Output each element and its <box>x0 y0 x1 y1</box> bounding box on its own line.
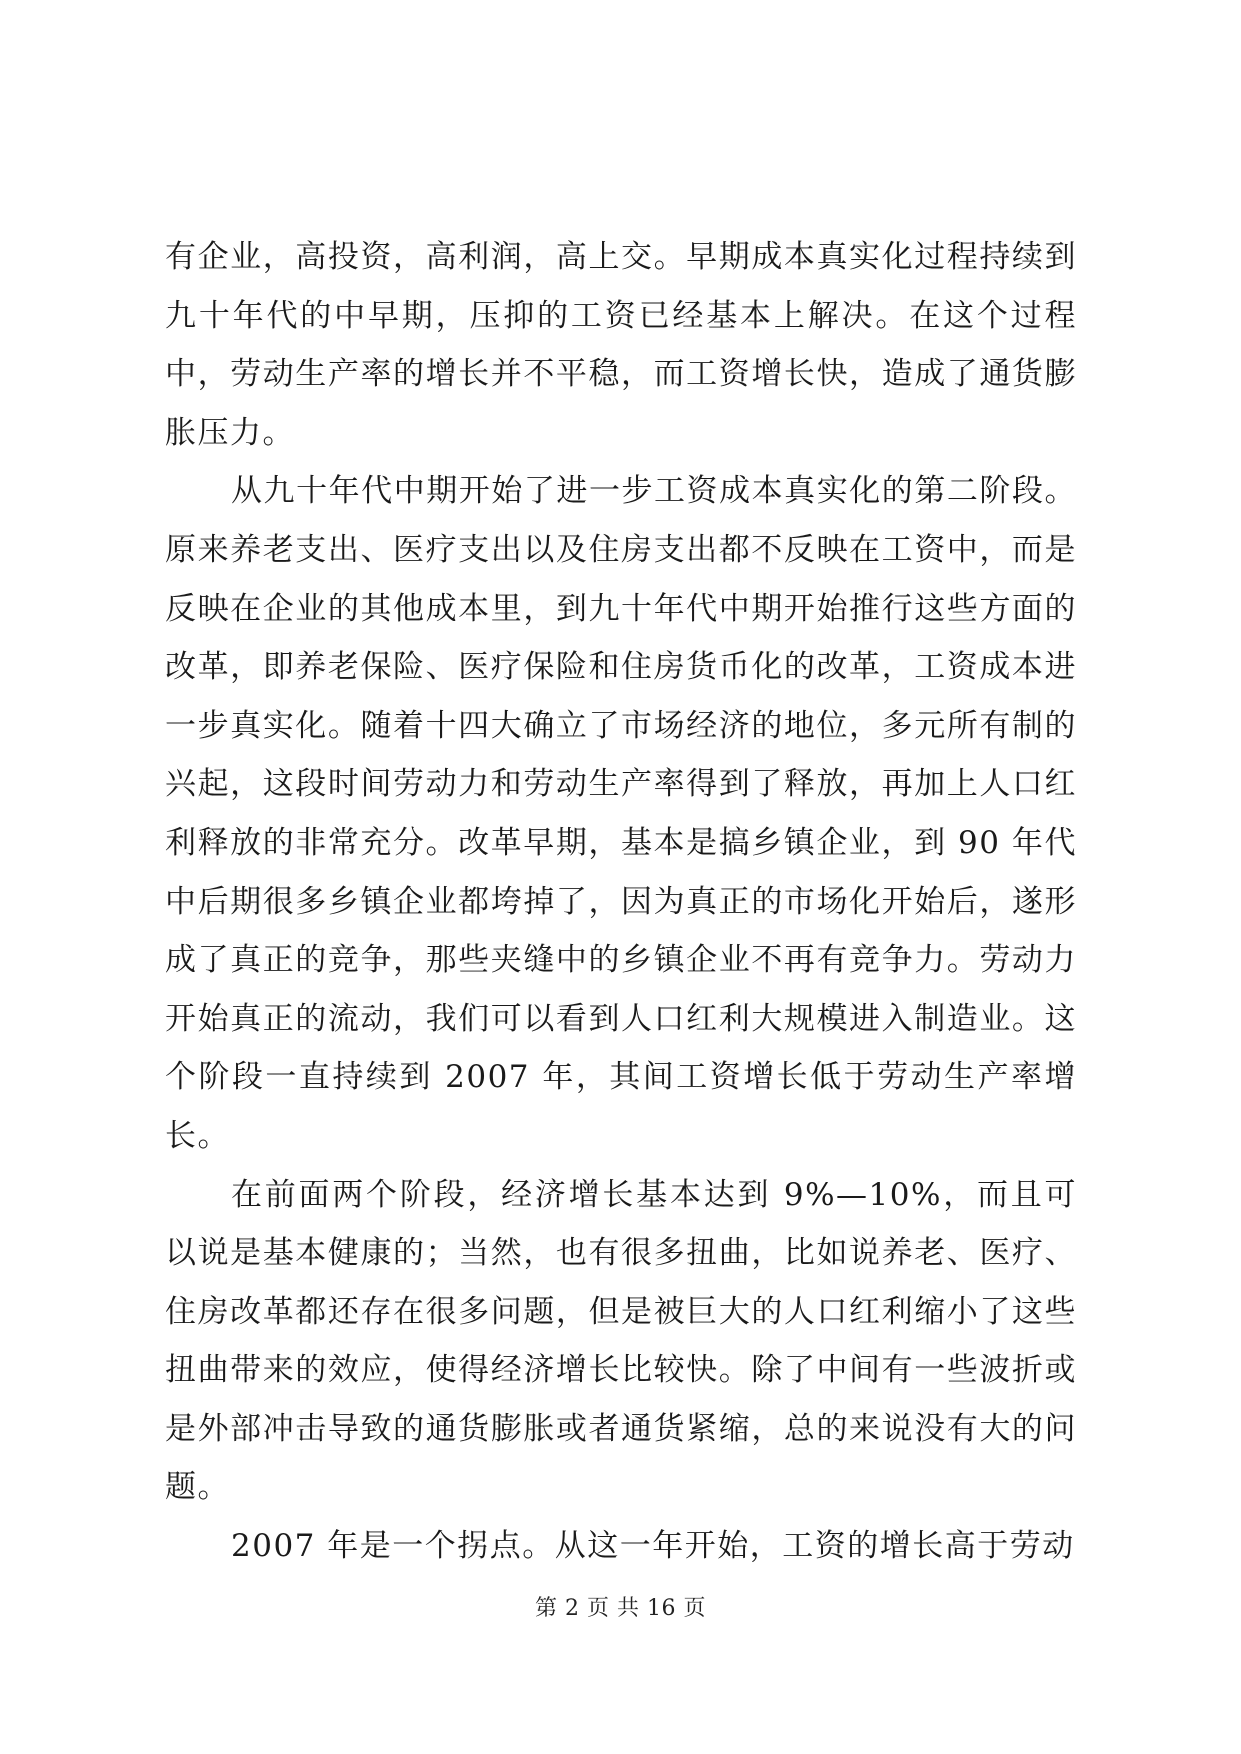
paragraph-4: 2007 年是一个拐点。从这一年开始，工资的增长高于劳动 <box>231 1528 1075 1565</box>
body-text <box>165 228 1077 1576</box>
paragraph-3: 在前面两个阶段，经济增长基本达到 9%—10%，而且可以说是基本健康的；当然，也有很多扭曲，比如说养老、医疗、住房改革都还存在很多问题，但是被巨大的人口红利缩小了这些扭曲带来的效应，使得经济增长比较快。除了中间有一些波折或是外部冲击导致的通货膨胀或者通货紧缩，总的来说没有大的问题。 <box>165 1176 1077 1506</box>
page-footer: 第 2 页 共 16 页 <box>535 1596 706 1621</box>
paragraph-2: 从九十年代中期开始了进一步工资成本真实化的第二阶段。原来养老支出、医疗支出以及住房支出都不反映在工资中，而是反映在企业的其他成本里，到九十年代中期开始推行这些方面的改革，即养老保险、医疗保险和住房货币化的改革，工资成本进一步真实化。随着十四大确立了市场经济的地位，多元所有制的兴起，这段时间劳动力和劳动生产率得到了释放，再加上人口红利释放的非常充分。改革早期，基本是搞乡镇企业，到 90 年代中后期很多乡镇企业都垮掉了，因为真正的市场化开始后，遂形成了真正的竞争，那些夹缝中的乡镇企业不再有竞争力。劳动力开始真正的流动，我们可以看到人口红利大规模进入制造业。这个阶段一直持续到 2007 年，其间工资增长低于劳动生产率增长。 <box>165 473 1077 1154</box>
paragraph-1: 有企业，高投资，高利润，高上交。早期成本真实化过程持续到九十年代的中早期，压抑的工资已经基本上解决。在这个过程中，劳动生产率的增长并不平稳，而工资增长快，造成了通货膨胀压力。 <box>165 239 1077 451</box>
